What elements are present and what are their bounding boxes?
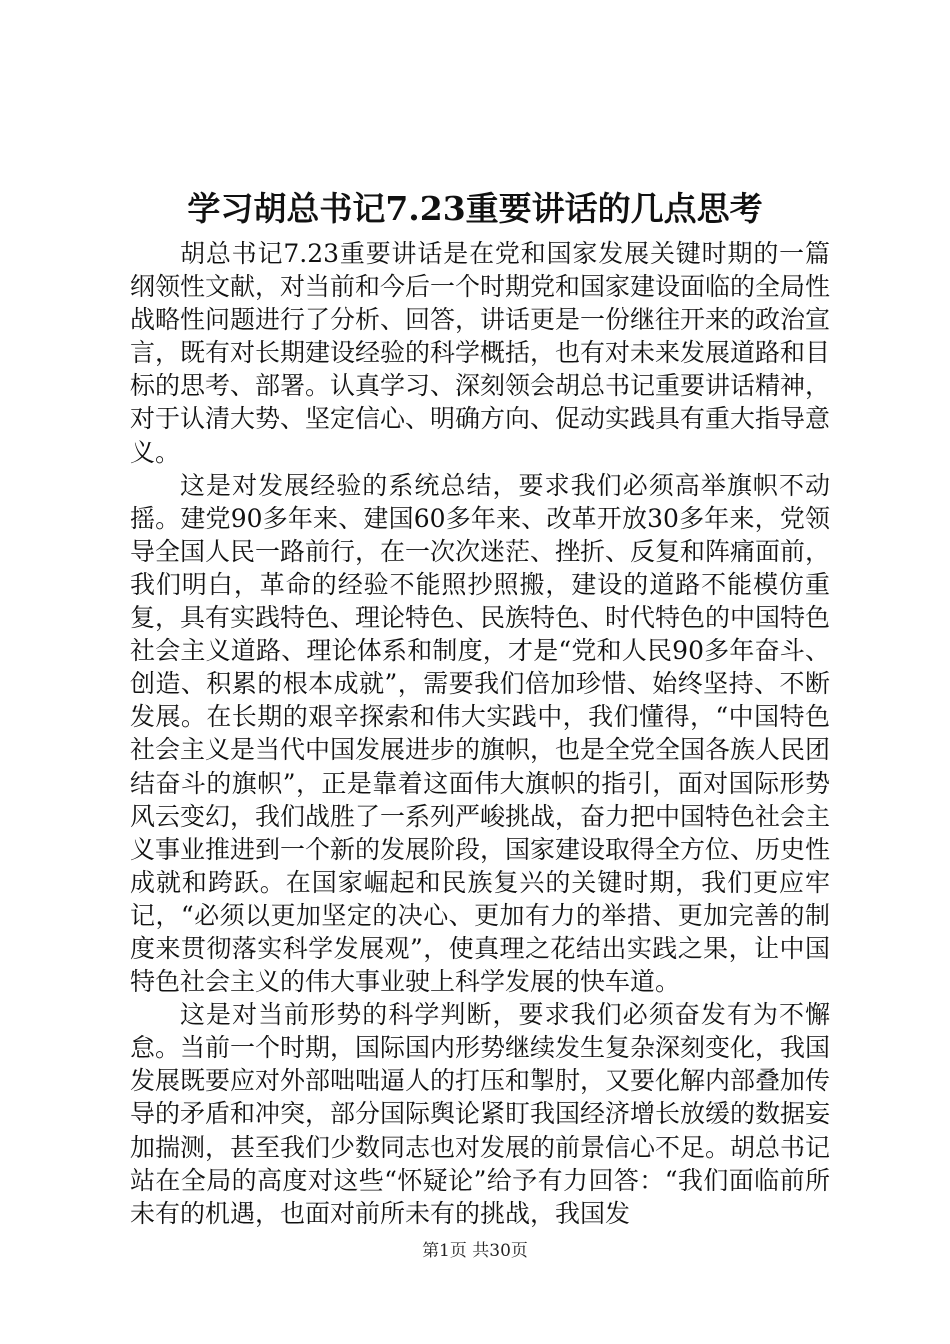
paragraph: 胡总书记7.23重要讲话是在党和国家发展关键时期的一篇纲领性文献，对当前和今后一个时期党和国家建设面临的全局性战略性问题进行了分析、回答，讲话更是一份继往开来的政治宣言，既有对长期建设经验的科学概括，也有对未来发展道路和目标的思考、部署。认真学习、深刻领会胡总书记重要讲话精神，对于认清大势、坚定信心、明确方向、促动实践具有重大指导意义。 xyxy=(130,239,831,467)
paragraph: 这是对当前形势的科学判断，要求我们必须奋发有为不懈怠。当前一个时期，国际国内形势继续发生复杂深刻变化，我国发展既要应对外部咄咄逼人的打压和掣肘，又要化解内部叠加传导的矛盾和冲突，部分国际舆论紧盯我国经济增长放缓的数据妄加揣测，甚至我们少数同志也对发展的前景信心不足。胡总书记站在全局的高度对这些“怀疑论”给予有力回答：“我们面临前所未有的机遇，也面对前所未有的挑战，我国发 xyxy=(130,1000,831,1228)
document-body xyxy=(130,237,830,1230)
page-footer: 第1页 共30页 xyxy=(422,1241,528,1261)
paragraph: 这是对发展经验的系统总结，要求我们必须高举旗帜不动摇。建党90多年来、建国60多年来、改革开放30多年来，党领导全国人民一路前行，在一次次迷茫、挫折、反复和阵痛面前，我们明白，革命的经验不能照抄照搬，建设的道路不能模仿重复，具有实践特色、理论特色、民族特色、时代特色的中国特色社会主义道路、理论体系和制度，才是“党和人民90多年奋斗、创造、积累的根本成就”，需要我们倍加珍惜、始终坚持、不断发展。在长期的艰辛探索和伟大实践中，我们懂得，“中国特色社会主义是当代中国发展进步的旗帜，也是全党全国各族人民团结奋斗的旗帜”，正是靠着这面伟大旗帜的指引，面对国际形势风云变幻，我们战胜了一系列严峻挑战，奋力把中国特色社会主义事业推进到一个新的发展阶段，国家建设取得全方位、历史性成就和跨跃。在国家崛起和民族复兴的关键时期，我们更应牢记，“必须以更加坚定的决心、更加有力的举措、更加完善的制度来贯彻落实科学发展观”，使真理之花结出实践之果，让中国特色社会主义的伟大事业驶上科学发展的快车道。 xyxy=(130,470,831,997)
document-title: 学习胡总书记7.23重要讲话的几点思考 xyxy=(187,189,763,228)
